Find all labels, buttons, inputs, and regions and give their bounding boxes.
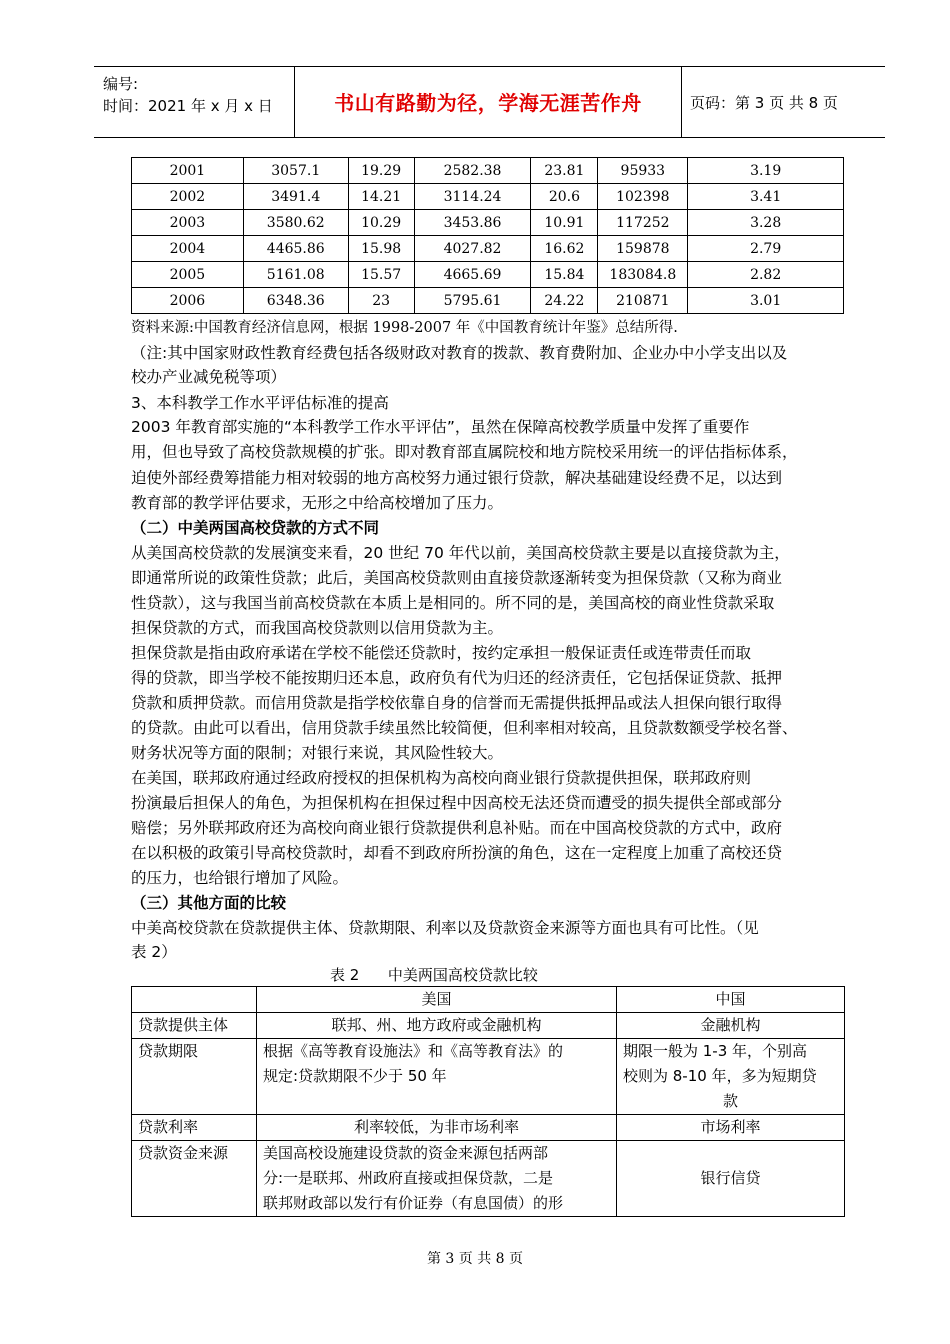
table-cell: 4665.69	[414, 262, 531, 288]
table-cell: 5161.08	[243, 262, 348, 288]
table-cell: 2005	[132, 262, 244, 288]
table-cell: 117252	[598, 210, 688, 236]
paragraph-line: 的压力，也给银行增加了风险。	[131, 869, 349, 887]
page-header	[94, 66, 885, 138]
cell-line: 联邦财政部以发行有价证券（有息国债）的形	[263, 1194, 564, 1212]
table-cell	[257, 1039, 617, 1115]
table-cell: 3580.62	[243, 210, 348, 236]
table-cell: 3057.1	[243, 158, 348, 184]
paragraph-line: 赔偿；另外联邦政府还为高校向商业银行贷款提供利息补贴。而在中国高校贷款的方式中，政府	[131, 819, 783, 837]
table-cell: 2001	[132, 158, 244, 184]
funding-table	[131, 157, 844, 314]
table-cell: 3.28	[688, 210, 844, 236]
table-cell: 23	[348, 288, 414, 314]
table-cell: 6348.36	[243, 288, 348, 314]
paragraph-line: 从美国高校贷款的发展演变来看，20 世纪 70 年代以前，美国高校贷款主要是以直接贷款为主，	[131, 544, 790, 562]
paragraph-line: 担保贷款的方式，而我国高校贷款则以信用贷款为主。	[131, 619, 504, 637]
table-row	[132, 1115, 845, 1141]
paragraph-line: 中美高校贷款在贷款提供主体、贷款期限、利率以及贷款资金来源等方面也具有可比性。（见	[131, 919, 759, 937]
table-cell: 3491.4	[243, 184, 348, 210]
table-cell: 20.6	[531, 184, 598, 210]
cell-line: 校则为 8-10 年，多为短期贷	[623, 1067, 817, 1085]
table-cell: 3114.24	[414, 184, 531, 210]
cell-line: 款	[722, 1092, 738, 1110]
table-cell: 金融机构	[617, 1013, 845, 1039]
paragraph-line: 用，但也导致了高校贷款规模的扩张。即对教育部直属院校和地方院校采用统一的评估指标体系，	[131, 443, 798, 461]
paragraph-line: 性贷款），这与我国当前高校贷款在本质上是相同的。所不同的是，美国高校的商业性贷款采取	[131, 594, 775, 612]
source-note: 资料来源:中国教育经济信息网，根据 1998-2007 年《中国教育统计年鉴》总结所得.	[131, 320, 678, 336]
row-label: 贷款利率	[132, 1115, 257, 1141]
paragraph-line: 贷款和质押贷款。而信用贷款是指学校依靠自身的信誉而无需提供抵押品或法人担保向银行取得	[131, 694, 783, 712]
paragraph-line: 迫使外部经费筹措能力相对较弱的地方高校努力通过银行贷款，解决基础建设经费不足，以达到	[131, 469, 783, 487]
paragraph-line: 表 2）	[131, 943, 177, 961]
table-cell: 3.01	[688, 288, 844, 314]
paragraph-line: 2003 年教育部实施的“本科教学工作水平评估”，虽然在保障高校教学质量中发挥了重要作	[131, 418, 750, 436]
table-cell: 4027.82	[414, 236, 531, 262]
table-cell: 102398	[598, 184, 688, 210]
paragraph-line: 教育部的教学评估要求，无形之中给高校增加了压力。	[131, 494, 504, 512]
subsection-heading: 3、本科教学工作水平评估标准的提高	[131, 394, 389, 412]
paragraph-line: 在美国，联邦政府通过经政府授权的担保机构为高校向商业银行贷款提供担保，联邦政府则	[131, 769, 752, 787]
section-heading: （二）中美两国高校贷款的方式不同	[131, 519, 380, 537]
row-label: 贷款期限	[132, 1039, 257, 1115]
column-header-cn: 中国	[617, 987, 845, 1013]
table-cell: 利率较低，为非市场利率	[257, 1115, 617, 1141]
cell-line: 美国高校设施建设贷款的资金来源包括两部	[263, 1144, 549, 1162]
table-cell: 3453.86	[414, 210, 531, 236]
table-row	[132, 1039, 845, 1115]
header-page-label: 页码：第 3 页 共 8 页	[690, 94, 838, 112]
paragraph-line: 在以积极的政策引导高校贷款时，却看不到政府所扮演的角色，这在一定程度上加重了高校还贷	[131, 844, 783, 862]
table-cell: 159878	[598, 236, 688, 262]
table-caption: 表 2 中美两国高校贷款比较	[330, 966, 538, 984]
table-cell: 10.29	[348, 210, 414, 236]
table-row	[132, 210, 844, 236]
table-cell: 15.57	[348, 262, 414, 288]
paragraph-line: 担保贷款是指由政府承诺在学校不能偿还贷款时，按约定承担一般保证责任或连带责任而取	[131, 644, 752, 662]
table-row	[132, 288, 844, 314]
table-cell: 24.22	[531, 288, 598, 314]
table-cell: 95933	[598, 158, 688, 184]
table-cell: 2004	[132, 236, 244, 262]
table-row	[132, 158, 844, 184]
section-heading: （三）其他方面的比较	[131, 894, 287, 912]
table-row	[132, 1013, 845, 1039]
page-footer: 第 3 页 共 8 页	[426, 1251, 524, 1267]
table-cell	[132, 987, 257, 1013]
table-cell: 19.29	[348, 158, 414, 184]
table-cell: 2002	[132, 184, 244, 210]
table-cell: 5795.61	[414, 288, 531, 314]
table-cell: 联邦、州、地方政府或金融机构	[257, 1013, 617, 1039]
table-cell: 银行信贷	[617, 1141, 845, 1217]
row-label: 贷款提供主体	[132, 1013, 257, 1039]
table-cell: 14.21	[348, 184, 414, 210]
paragraph-line: 的贷款。由此可以看出，信用贷款手续虽然比较简便，但利率相对较高，且贷款数额受学校名誉、	[131, 719, 798, 737]
table-row	[132, 1141, 845, 1217]
table-cell: 2006	[132, 288, 244, 314]
cell-line: 分:一是联邦、州政府直接或担保贷款，二是	[263, 1169, 554, 1187]
number-label: 编号:	[103, 75, 139, 93]
table-row	[132, 236, 844, 262]
cell-line: 期限一般为 1-3 年，个别高	[623, 1042, 808, 1060]
header-motto: 书山有路勤为径，学海无涯苦作舟	[295, 67, 682, 137]
cell-line: 根据《高等教育设施法》和《高等教育法》的	[263, 1042, 564, 1060]
table-cell: 2582.38	[414, 158, 531, 184]
paragraph-line: 财务状况等方面的限制；对银行来说，其风险性较大。	[131, 744, 504, 762]
table-cell	[257, 1141, 617, 1217]
table-cell: 2003	[132, 210, 244, 236]
table-cell: 210871	[598, 288, 688, 314]
header-meta	[94, 67, 295, 137]
paragraph-line: 即通常所说的政策性贷款；此后，美国高校贷款则由直接贷款逐渐转变为担保贷款（又称为商业	[131, 569, 783, 587]
table-cell: 市场利率	[617, 1115, 845, 1141]
table-cell	[617, 1039, 845, 1115]
table-cell: 3.41	[688, 184, 844, 210]
table-row	[132, 987, 845, 1013]
table-cell: 15.98	[348, 236, 414, 262]
table-cell: 4465.86	[243, 236, 348, 262]
time-label: 时间：2021 年 x 月 x 日	[103, 97, 273, 115]
paragraph-line: （注:其中国家财政性教育经费包括各级财政对教育的拨款、教育费附加、企业办中小学支出以及	[131, 344, 788, 362]
table-row	[132, 184, 844, 210]
table-cell: 183084.8	[598, 262, 688, 288]
table-row	[132, 262, 844, 288]
table-cell: 2.82	[688, 262, 844, 288]
table-cell: 2.79	[688, 236, 844, 262]
comparison-table	[131, 986, 845, 1217]
row-label: 贷款资金来源	[132, 1141, 257, 1217]
cell-line: 规定:贷款期限不少于 50 年	[263, 1067, 447, 1085]
paragraph-line: 得的贷款，即当学校不能按期归还本息，政府负有代为归还的经济责任，它包括保证贷款、抵押	[131, 669, 783, 687]
column-header-us: 美国	[257, 987, 617, 1013]
table-cell: 23.81	[531, 158, 598, 184]
paragraph-line: 扮演最后担保人的角色，为担保机构在担保过程中因高校无法还贷而遭受的损失提供全部或部分	[131, 794, 783, 812]
table-cell: 15.84	[531, 262, 598, 288]
paragraph-line: 校办产业减免税等项）	[131, 368, 287, 386]
table-cell: 10.91	[531, 210, 598, 236]
table-cell: 16.62	[531, 236, 598, 262]
table-cell: 3.19	[688, 158, 844, 184]
